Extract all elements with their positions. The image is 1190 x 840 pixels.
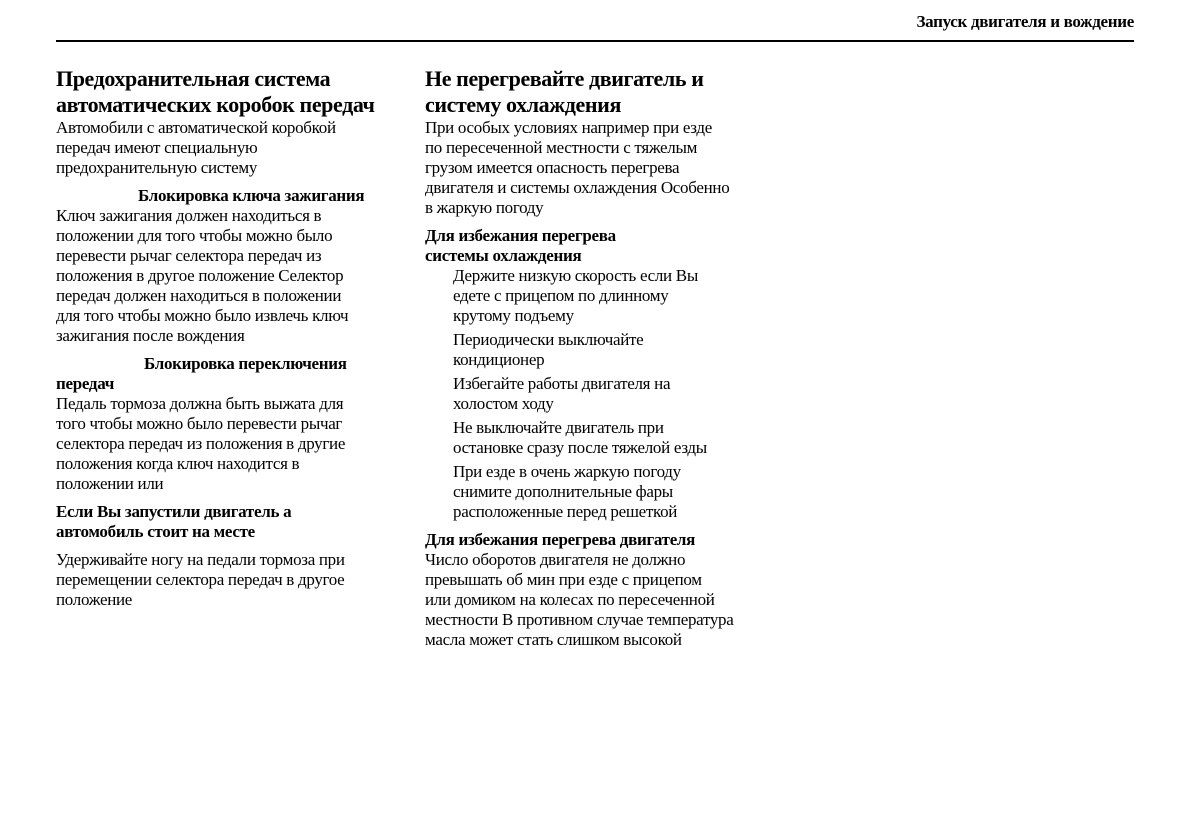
cooling-section [425,226,765,522]
title-line: систему охлаждения [425,92,621,117]
text-line: Держите низкую скорость если Вы [453,266,698,285]
text-line: Ключ зажигания должен находиться в [56,206,322,225]
text-line: кондиционер [453,350,545,369]
engine-section [425,530,765,650]
text-line: Педаль тормоза должна быть выжата для [56,394,344,413]
text-line: превышать об мин при езде с прицепом [425,570,702,589]
text-line: того чтобы можно было перевести рычаг [56,414,343,433]
text-line: При особых условиях например при езде [425,118,713,137]
text-line: Не выключайте двигатель при [453,418,664,437]
text-line: едете с прицепом по длинному [453,286,669,305]
text-line: двигателя и системы охлаждения Особенно [425,178,730,197]
text-line: снимите дополнительные фары [453,482,673,501]
list-item [425,266,765,326]
intro-paragraph [425,118,765,218]
text-line: Число оборотов двигателя не должно [425,550,686,569]
subheading-cooling-cont: системы охлаждения [425,246,582,265]
section-title-overheating [425,66,765,118]
text-line: для того чтобы можно было извлечь ключ [56,306,349,325]
text-line: грузом имеется опасность перегрева [425,158,680,177]
title-line: автоматических коробок передач [56,92,375,117]
text-line: расположенные перед решеткой [453,502,678,521]
header-rule [56,40,1134,42]
text-line: положении или [56,474,164,493]
shift-lock-section [56,354,396,494]
text-line: крутому подъему [453,306,574,325]
text-line: селектора передач из положения в другие [56,434,346,453]
title-line: Предохранительная система [56,66,331,91]
left-column [56,66,396,610]
ignition-lock-section [56,186,396,346]
text-line: положения когда ключ находится в [56,454,300,473]
subheading-shift-lock-cont: передач [56,374,115,393]
list-item [425,418,765,458]
text-line: перемещении селектора передач в другое [56,570,345,589]
standstill-section [56,502,396,610]
list-item [425,462,765,522]
text-line: холостом ходу [453,394,554,413]
text-line: Автомобили с автоматической коробкой [56,118,336,137]
subheading-cooling: Для избежания перегрева [425,226,616,245]
text-line: в жаркую погоду [425,198,544,217]
text-line: остановке сразу после тяжелой езды [453,438,707,457]
text-line: местности В противном случае температура [425,610,734,629]
section-title-safety-system [56,66,396,118]
text-line: положении для того чтобы можно было [56,226,333,245]
subheading-ignition-lock: Блокировка ключа зажигания [138,186,365,205]
text-line: положение [56,590,133,609]
subheading-standstill: Если Вы запустили двигатель а [56,502,292,521]
list-item [425,374,765,414]
title-line: Не перегревайте двигатель и [425,66,704,91]
intro-paragraph [56,118,396,178]
subheading-shift-lock: Блокировка переключения [144,354,347,373]
subheading-standstill-cont: автомобиль стоит на месте [56,522,255,541]
text-line: передач должен находиться в положении [56,286,342,305]
text-line: перевести рычаг селектора передач из [56,246,322,265]
text-line: При езде в очень жаркую погоду [453,462,681,481]
text-line: зажигания после вождения [56,326,245,345]
text-line: передач имеют специальную [56,138,258,157]
text-line: или домиком на колесах по пересеченной [425,590,715,609]
text-line: предохранительную систему [56,158,258,177]
text-line: положения в другое положение Селектор [56,266,344,285]
right-column [425,66,765,650]
text-line: Избегайте работы двигателя на [453,374,671,393]
running-title: Запуск двигателя и вождение [916,12,1134,31]
text-line: по пересеченной местности с тяжелым [425,138,698,157]
text-line: Удерживайте ногу на педали тормоза при [56,550,345,569]
subheading-engine: Для избежания перегрева двигателя [425,530,696,549]
text-line: Периодически выключайте [453,330,644,349]
list-item [425,330,765,370]
text-line: масла может стать слишком высокой [425,630,682,649]
